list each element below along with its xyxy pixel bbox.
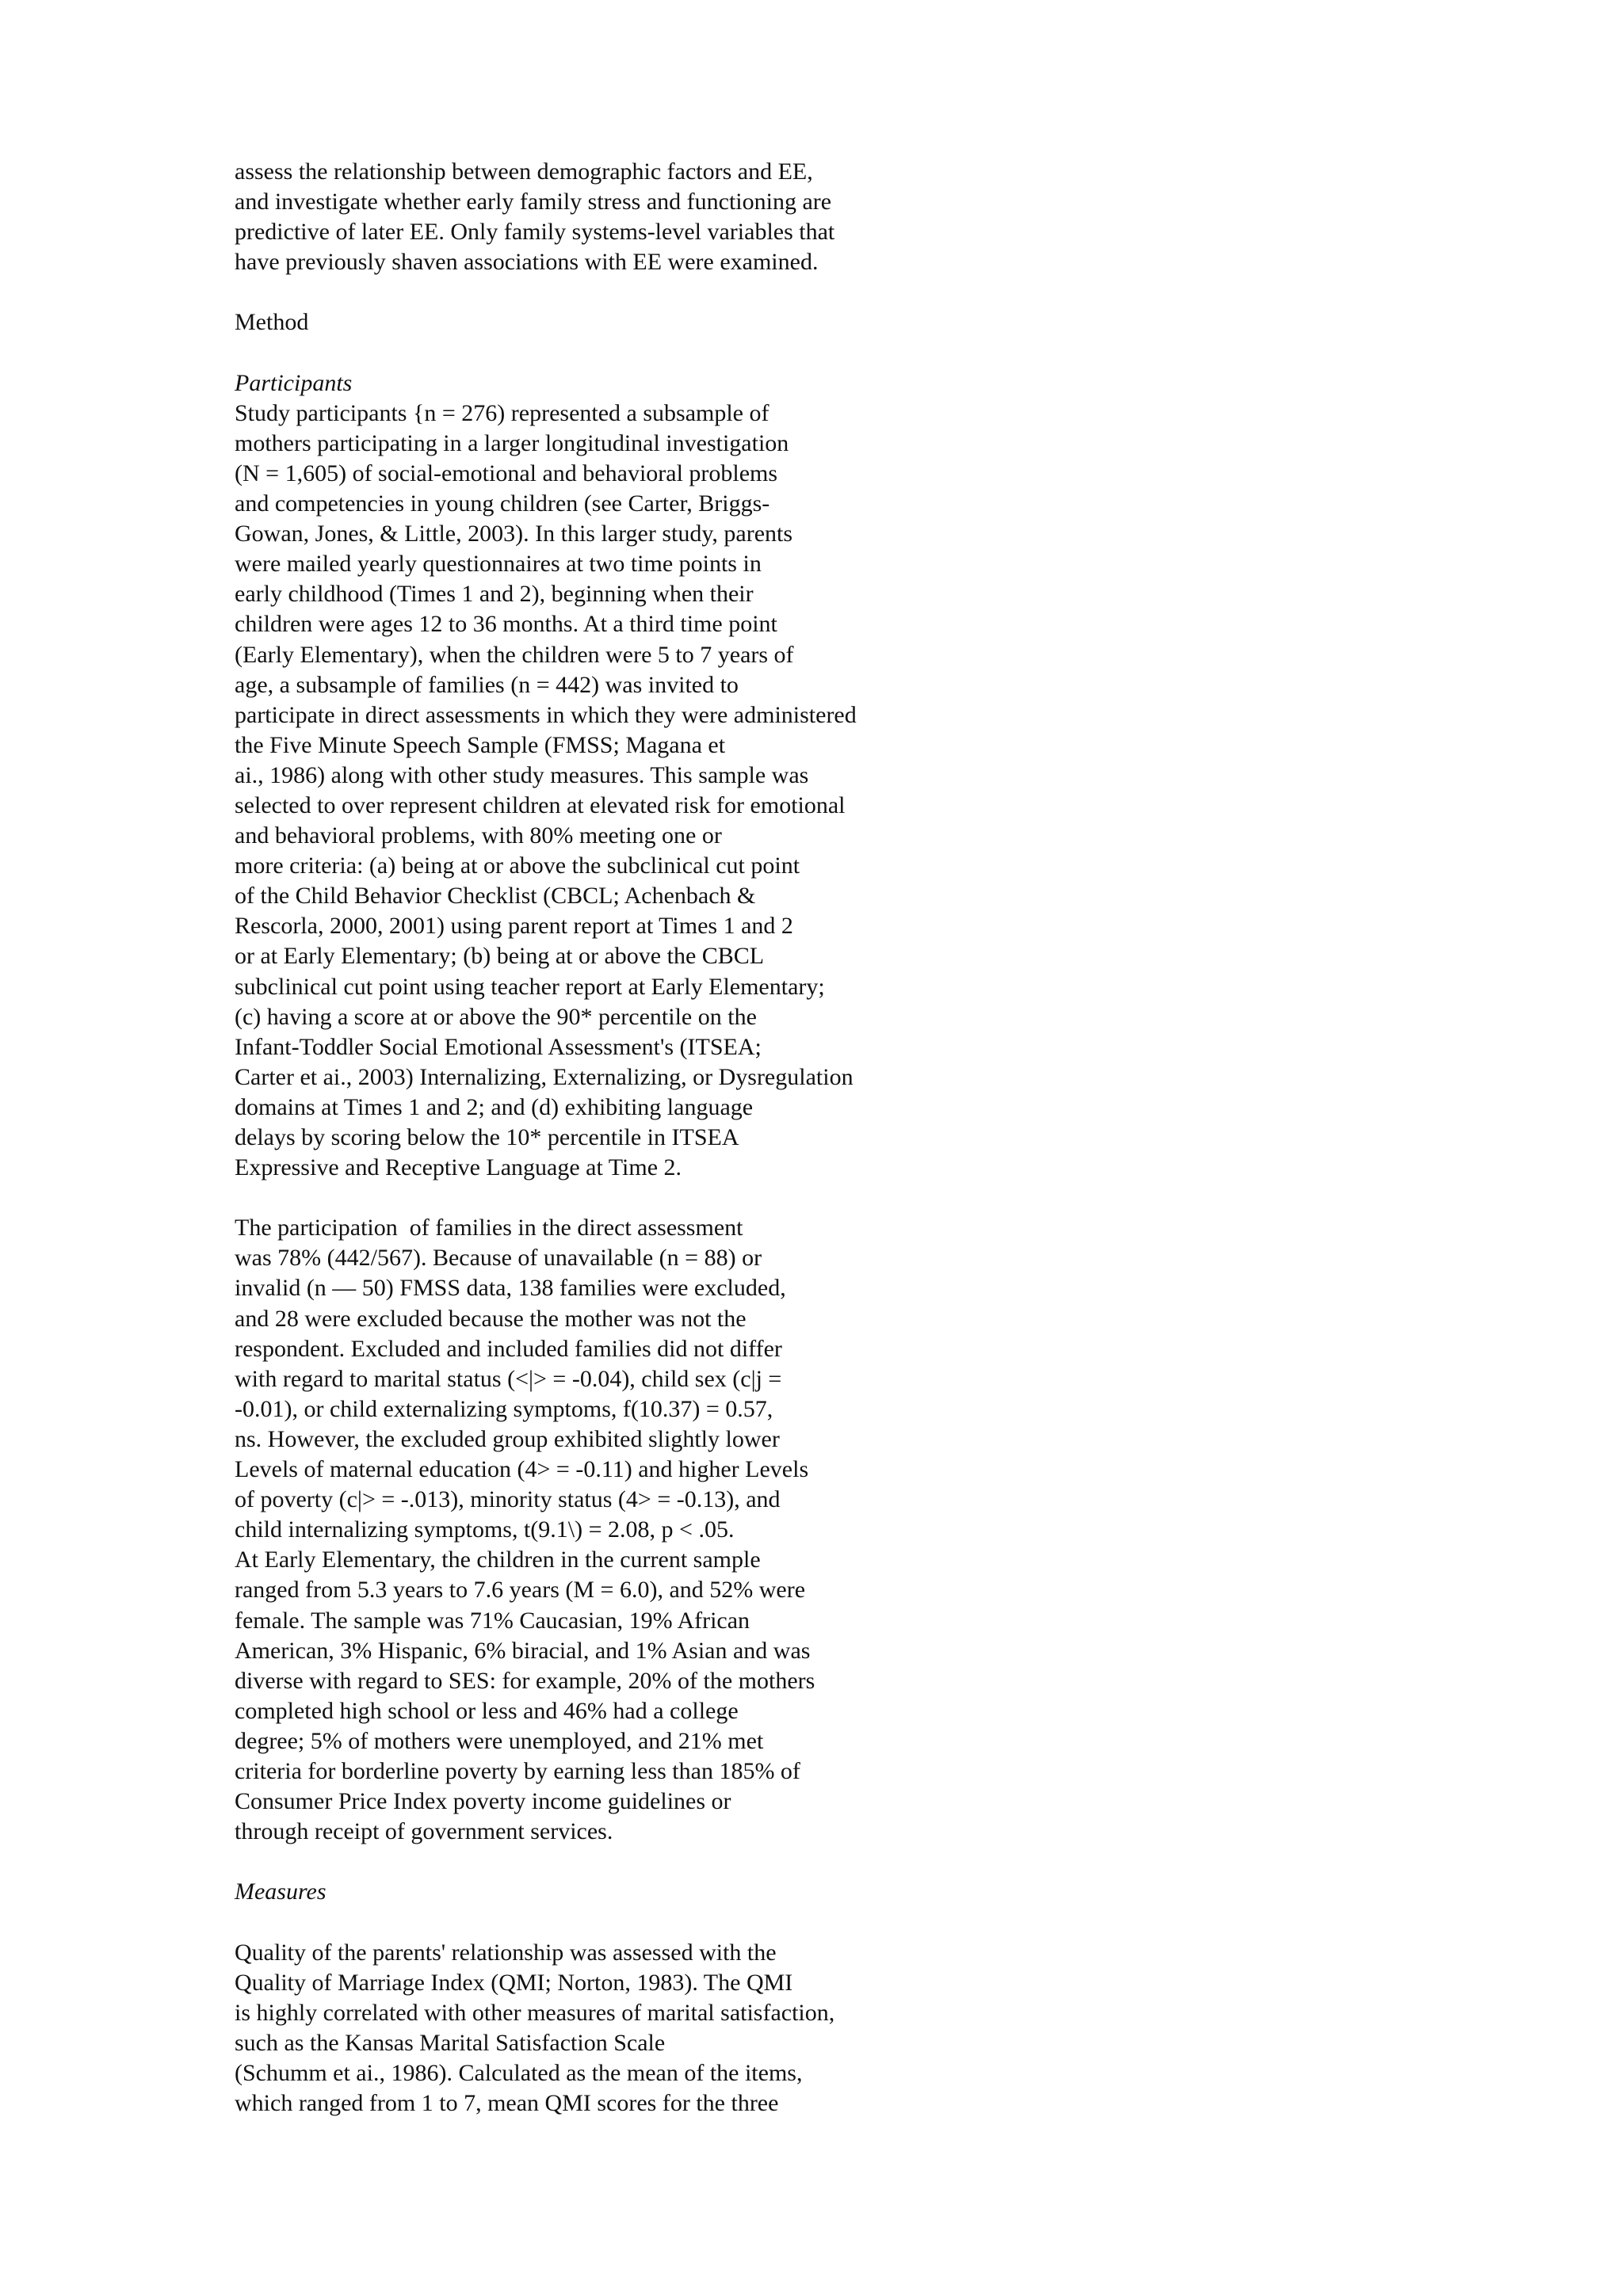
measures-paragraph [235, 1938, 1503, 2119]
text-line: Study participants {n = 276) represented a subsample of [235, 399, 769, 426]
text-line: children were ages 12 to 36 months. At a third time point [235, 611, 777, 638]
text-line: have previously shaven associations with EE were examined. [235, 249, 819, 276]
text-line: through receipt of government services. [235, 1818, 613, 1845]
text-line: Quality of the parents' relationship was assessed with the [235, 1939, 777, 1966]
text-line: The participation of families in the direct assessment [235, 1215, 743, 1241]
text-line: Gowan, Jones, & Little, 2003). In this larger study, parents [235, 521, 793, 547]
text-line: and 28 were excluded because the mother was not the [235, 1305, 747, 1332]
text-line: At Early Elementary, the children in the current sample [235, 1547, 761, 1573]
paragraph-gap [235, 1907, 1503, 1937]
text-line: American, 3% Hispanic, 6% biracial, and 1% Asian and was [235, 1637, 811, 1664]
text-line: domains at Times 1 and 2; and (d) exhibiting language [235, 1093, 754, 1120]
text-line: of poverty (c|> = -.013), minority status (4> = -0.13), and [235, 1486, 781, 1513]
text-line: subclinical cut point using teacher report at Early Elementary; [235, 973, 825, 1000]
paragraph-gap [235, 1847, 1503, 1877]
text-line: Quality of Marriage Index (QMI; Norton, 1983). The QMI [235, 1969, 793, 1996]
paragraph-gap [235, 277, 1503, 307]
text-line: mothers participating in a larger longitudinal investigation [235, 429, 789, 456]
text-line: child internalizing symptoms, t(9.1\) = 2.08, p < .05. [235, 1516, 735, 1543]
paragraph-gap [235, 338, 1503, 368]
paragraph-gap [235, 1183, 1503, 1213]
text-line: -0.01), or child externalizing symptoms, f(10.37) = 0.57, [235, 1395, 773, 1422]
text-line: participate in direct assessments in which they were administered [235, 701, 857, 728]
text-line: assess the relationship between demographic factors and EE, [235, 158, 813, 185]
intro-paragraph [235, 157, 1503, 277]
text-line: criteria for borderline poverty by earning less than 185% of [235, 1757, 800, 1784]
text-line: and investigate whether early family stress and functioning are [235, 189, 832, 215]
text-line: ai., 1986) along with other study measures. This sample was [235, 761, 809, 788]
text-line: predictive of later EE. Only family systems-level variables that [235, 219, 835, 246]
text-line: the Five Minute Speech Sample (FMSS; Magana et [235, 731, 726, 758]
text-line: Levels of maternal education (4> = -0.11) and higher Levels [235, 1456, 809, 1483]
text-line: degree; 5% of mothers were unemployed, and 21% met [235, 1727, 764, 1754]
text-line: invalid (n — 50) FMSS data, 138 families were excluded, [235, 1275, 786, 1302]
text-line: or at Early Elementary; (b) being at or above the CBCL [235, 943, 765, 970]
text-line: more criteria: (a) being at or above the subclinical cut point [235, 852, 800, 879]
text-line: ranged from 5.3 years to 7.6 years (M = 6.0), and 52% were [235, 1577, 806, 1604]
text-line: Infant-Toddler Social Emotional Assessment's (ITSEA; [235, 1033, 762, 1060]
text-line: (Early Elementary), when the children were 5 to 7 years of [235, 641, 794, 668]
text-line: (Schumm et ai., 1986). Calculated as the mean of the items, [235, 2059, 803, 2086]
text-line: early childhood (Times 1 and 2), beginning when their [235, 581, 754, 608]
method-heading: Method [235, 309, 309, 336]
measures-heading: Measures [235, 1878, 327, 1905]
text-line: ns. However, the excluded group exhibited slightly lower [235, 1425, 780, 1452]
text-line: and competencies in young children (see Carter, Briggs- [235, 490, 770, 517]
participation-paragraph [235, 1213, 1503, 1847]
text-line: which ranged from 1 to 7, mean QMI scores for the three [235, 2090, 779, 2116]
text-line: is highly correlated with other measures of marital satisfaction, [235, 1999, 835, 2026]
text-line: was 78% (442/567). Because of unavailable (n = 88) or [235, 1245, 762, 1272]
text-line: such as the Kansas Marital Satisfaction Scale [235, 2029, 666, 2056]
participants-heading: Participants [235, 369, 353, 396]
text-line: Rescorla, 2000, 2001) using parent report at Times 1 and 2 [235, 913, 793, 940]
text-line: respondent. Excluded and included families did not differ [235, 1335, 782, 1362]
text-line: diverse with regard to SES: for example, 20% of the mothers [235, 1667, 815, 1694]
text-line: (c) having a score at or above the 90* percentile on the [235, 1003, 757, 1030]
text-line: Expressive and Receptive Language at Time 2. [235, 1154, 682, 1181]
text-line: selected to over represent children at elevated risk for emotional [235, 791, 846, 818]
text-line: Consumer Price Index poverty income guidelines or [235, 1788, 731, 1815]
text-line: completed high school or less and 46% had a college [235, 1697, 739, 1724]
text-line: (N = 1,605) of social-emotional and behavioral problems [235, 460, 778, 486]
text-line: Carter et ai., 2003) Internalizing, Externalizing, or Dysregulation [235, 1063, 854, 1090]
text-line: and behavioral problems, with 80% meeting one or [235, 822, 722, 849]
text-line: delays by scoring below the 10* percentile in ITSEA [235, 1124, 739, 1150]
document-page [235, 157, 1503, 2119]
participants-paragraph [235, 399, 1503, 1183]
text-line: age, a subsample of families (n = 442) was invited to [235, 671, 739, 698]
text-line: with regard to marital status (<|> = -0.04), child sex (c|j = [235, 1365, 782, 1392]
text-line: were mailed yearly questionnaires at two time points in [235, 551, 762, 578]
text-line: of the Child Behavior Checklist (CBCL; Achenbach & [235, 883, 756, 910]
text-line: female. The sample was 71% Caucasian, 19% African [235, 1607, 750, 1634]
